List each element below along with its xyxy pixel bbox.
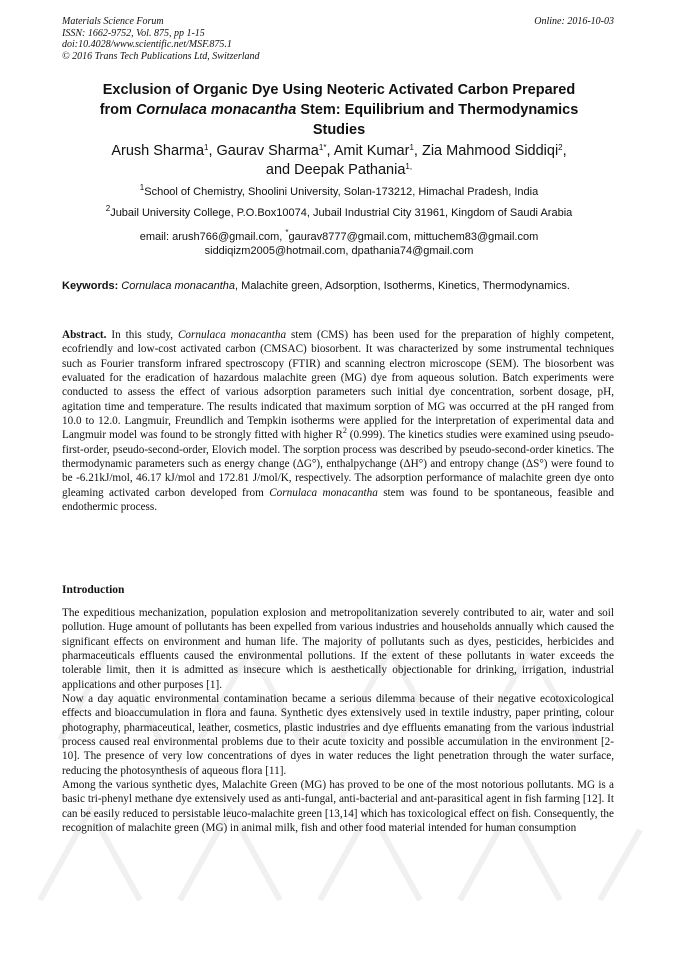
title-line-2 <box>62 100 616 120</box>
title-line-3: Studies <box>312 122 366 138</box>
author-name: Arush Sharma <box>111 143 205 159</box>
title-text: from <box>99 102 136 118</box>
affiliation-2 <box>62 206 616 220</box>
superscript: 2 <box>342 426 347 436</box>
keywords-list: , Malachite green, Adsorption, Isotherms, Kinetics, Thermodynamics. <box>235 280 570 292</box>
abstract-species: Cornulaca monacantha <box>177 329 287 341</box>
author-affiliation-mark: 1 <box>204 143 209 152</box>
paragraph: Among the various synthetic dyes, Malachite Green (MG) has proved to be one of the most notorious pollutants. MG is a basic tri-phenyl methane dye extensively used as anti-fungal, anti-bacterial and ant-parasitical agent in fish farming [12]. It can be easily reduced to persistable leuco-malachite green [13,14] which has toxicological effect on fish. Consequently, the recognition of malachite green (MG) in animal milk, fish and other food material intended for human consumption <box>62 779 614 835</box>
title-species: Cornulaca monacantha <box>135 102 297 118</box>
keywords <box>62 280 614 294</box>
email-text: gaurav8777@gmail.com, mittuchem83@gmail.com <box>288 231 539 243</box>
title-text: Stem: Equilibrium and Thermodynamics <box>296 102 579 118</box>
abstract-text: (0.999). The kinetics studies were examined using pseudo-first-order, pseudo-second-order, Elovich model. The sorption process was described by pseudo-second-order kinetics. The thermodynamic parameters such as energy change (ΔG°), enthalpychange (ΔH°) and entropy change (ΔS°) were found to be -6.21kJ/mol, 46.17 kJ/mol and 172.81 J/mol/K, respectively. The adsorption performance of malachite green dye onto gleaming activated carbon developed from <box>62 429 614 499</box>
abstract-text: stem was found to be spontaneous, feasible and endothermic process. <box>62 486 614 514</box>
affiliation-1 <box>62 185 616 199</box>
author-affiliation-mark: 2 <box>558 143 563 152</box>
author-affiliation-mark: 1* <box>318 143 327 152</box>
abstract-text: In this study, <box>106 329 178 341</box>
email-text: email: arush766@gmail.com, <box>139 231 286 243</box>
keywords-label: Keywords: <box>62 280 119 292</box>
journal-header <box>62 16 614 62</box>
author-name: , Zia Mahmood Siddiqi <box>413 143 559 159</box>
keyword-species: Cornulaca monacantha <box>118 280 236 292</box>
paragraph: The expeditious mechanization, population explosion and metropolitanization severely contributed to air, water and soil pollution. Huge amount of pollutants has been expelled from various industries and households annually which caused the significant effects on environment and human life. The majority of pollutants such as dyes, pesticides, herbicides and pharmaceuticals effluents caused the environmental pollutions. If the extent of these pollutants in water exceeds the tolerable limit, then it is admitted as insecure which is aesthetically objectionable for drinking, irrigation, industrial applications and other purposes [1]. <box>62 607 614 691</box>
author-name: , Amit Kumar <box>326 143 410 159</box>
journal-copyright: © 2016 Trans Tech Publications Ltd, Switzerland <box>62 50 260 62</box>
authors-line-1 <box>62 142 616 161</box>
paragraph: Now a day aquatic environmental contamination became a serious dilemma because of their negative ecotoxicological effects and bioaccumulation in flora and fauna. Synthetic dyes extensively used in textile industry, paper printing, colour photography, pharmaceutical, leather, cosmetics, plastic industries and dye effluents emanating from the various industrial process caused real environmental problems due to their acute toxicity and possible accumulation in the environment [2-10]. The presence of very low concentrations of dyes in water reduces the light penetration through the water surface, reducing the photosynthesis of aqueous flora [11]. <box>62 693 614 777</box>
abstract-text: stem (CMS) has been used for the preparation of highly competent, ecofriendly and low-cost activated carbon (CMSAC) biosorbent. It was characterized by some instrumental techniques such as Fourier transform infrared spectroscopy (FTIR) and scanning electron microscope (SEM). The biosorbent was evaluated for the eradication of hazardous malachite green (MG) dye from aqueous solution. Batch experiments were conducted to assess the effect of various adsorption parameters such initial dye concentration, sorbent dosage, pH, agitation time and temperature. The results indicated that maximum sorption of MG was occurred at the pH ranged from 10.0 to 12.0. Langmuir, Freundlich and Tempkin isotherms were applied for the interpretation of experimental data and Langmuir model was found to be strongly fitted with higher R <box>62 329 614 442</box>
introduction-body <box>62 606 614 836</box>
abstract-label: Abstract. <box>62 329 107 341</box>
affiliation-text: Jubail University College, P.O.Box10074, Jubail Industrial City 31961, Kingdom of Saudi Arabia <box>110 207 573 219</box>
paper-title <box>62 80 616 140</box>
journal-name: Materials Science Forum <box>62 16 164 27</box>
affiliation-mark: 2 <box>105 204 111 213</box>
online-date: Online: 2016-10-03 <box>534 16 614 27</box>
email-line-1 <box>62 230 616 244</box>
author-affiliation-mark: 1, <box>405 162 413 171</box>
abstract <box>62 328 614 514</box>
email-block <box>62 230 616 258</box>
author-separator: , <box>562 143 567 159</box>
title-line-1: Exclusion of Organic Dye Using Neoteric Activated Carbon Prepared <box>102 82 576 98</box>
corresponding-mark: * <box>285 228 289 237</box>
author-affiliation-mark: 1 <box>409 143 414 152</box>
affiliation-mark: 1 <box>139 183 145 192</box>
abstract-species: Cornulaca monacantha <box>269 486 378 499</box>
authors-line-2 <box>62 161 616 180</box>
author-name: and Deepak Pathania <box>265 162 406 178</box>
journal-issn: ISSN: 1662-9752, Vol. 875, pp 1-15 <box>62 27 205 39</box>
author-name: , Gaurav Sharma <box>208 143 319 159</box>
affiliation-text: School of Chemistry, Shoolini University, Solan-173212, Himachal Pradesh, India <box>144 186 539 198</box>
journal-doi: doi:10.4028/www.scientific.net/MSF.875.1 <box>62 39 232 50</box>
email-line-2: siddiqizm2005@hotmail.com, dpathania74@gmail.com <box>204 245 474 257</box>
author-list <box>62 142 616 180</box>
section-heading-introduction: Introduction <box>62 584 125 596</box>
